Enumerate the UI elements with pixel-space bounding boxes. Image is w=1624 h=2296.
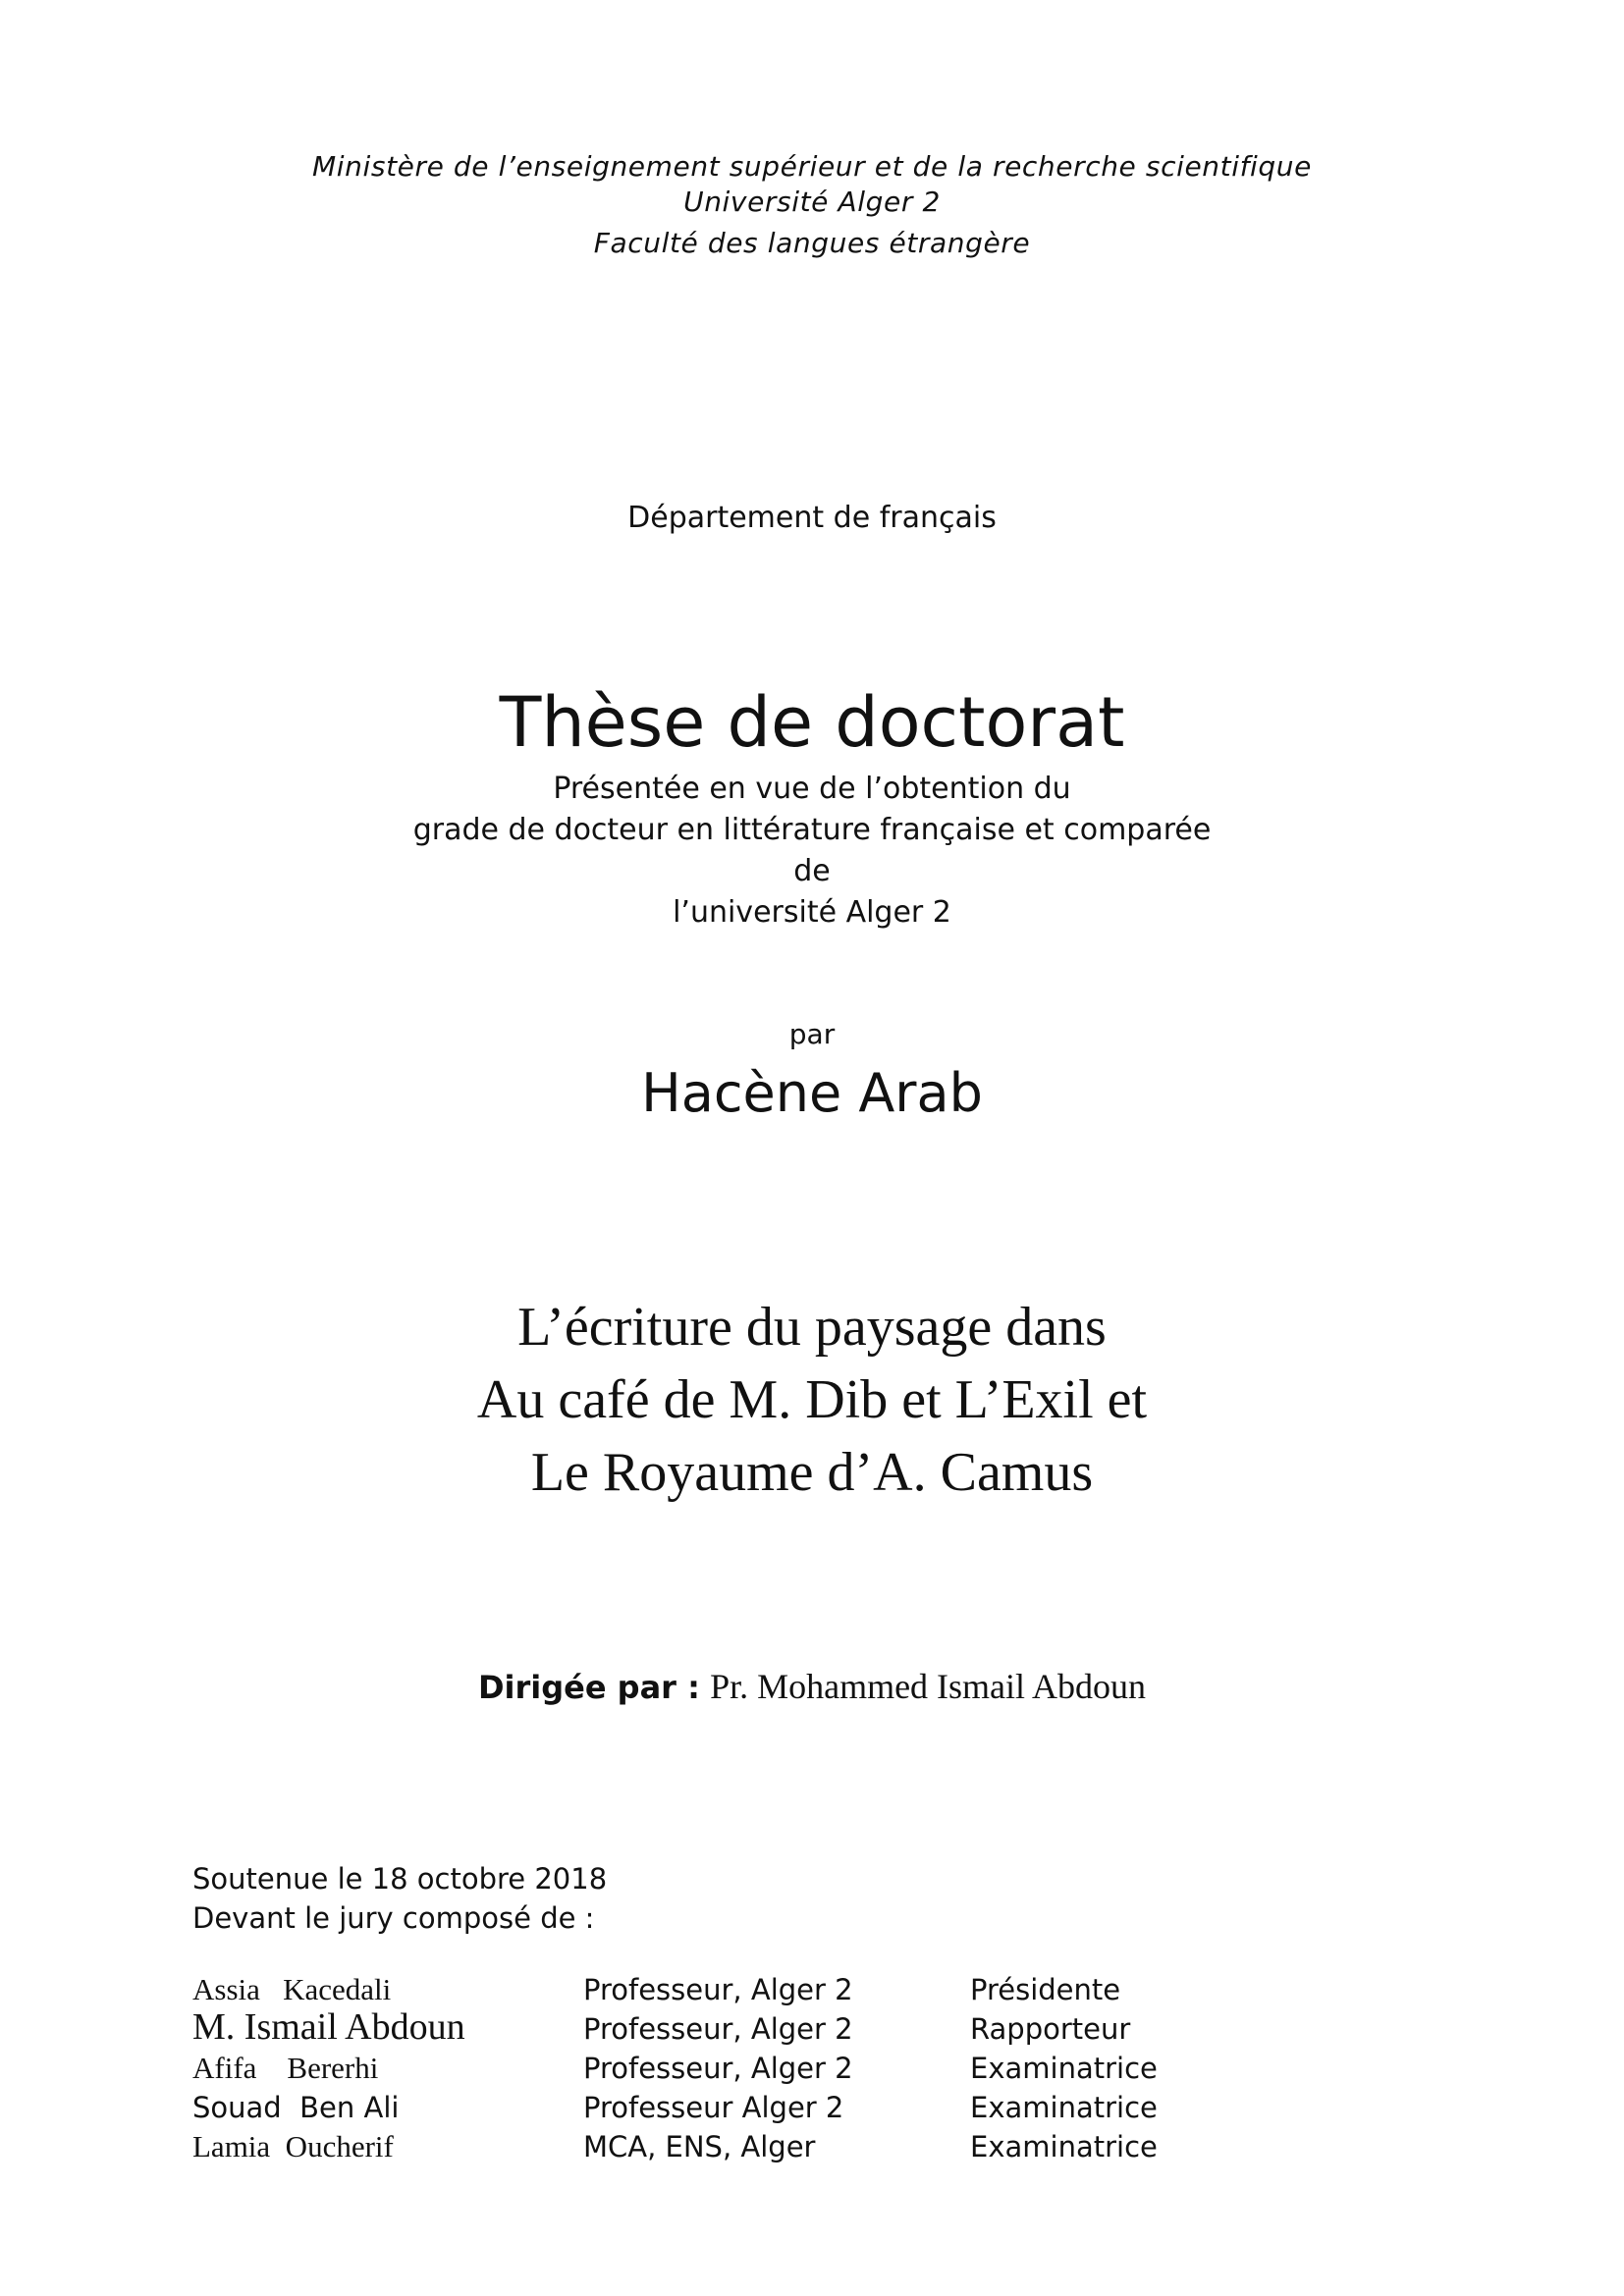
jury-member-rank: MCA, ENS, Alger: [583, 2130, 816, 2163]
jury-member-name: Lamia Oucherif: [192, 2129, 394, 2163]
jury-member-rank: Professeur, Alger 2: [583, 1973, 853, 2006]
thesis-subtitle-1: Présentée en vue de l’obtention du: [553, 772, 1071, 806]
department: Département de français: [627, 501, 997, 535]
work-title-line-1: L’écriture du paysage dans: [517, 1297, 1107, 1358]
jury-member-name: Souad Ben Ali: [192, 2091, 400, 2124]
author-par: par: [788, 1018, 836, 1050]
jury-member-rank: Professeur Alger 2: [583, 2091, 844, 2124]
jury-member-rank: Professeur, Alger 2: [583, 2052, 853, 2085]
jury-member-name: M. Ismail Abdoun: [192, 2006, 465, 2048]
jury-member-rank: Professeur, Alger 2: [583, 2012, 853, 2046]
jury-member-role: Examinatrice: [970, 2091, 1158, 2124]
work-title-line-3: Le Royaume d’A. Camus: [530, 1442, 1094, 1503]
thesis-subtitle-4: l’université Alger 2: [673, 895, 951, 930]
jury-row: [0, 2050, 1624, 2087]
jury-row: [0, 1971, 1624, 2008]
jury-member-role: Examinatrice: [970, 2052, 1158, 2085]
thesis-subtitle-3: de: [793, 854, 831, 888]
jury-member-role: Examinatrice: [970, 2130, 1158, 2163]
university-line: Université Alger 2: [683, 186, 941, 218]
work-title-line-2: Au café de M. Dib et L’Exil et: [476, 1369, 1148, 1430]
jury-member-name: Assia Kacedali: [192, 1972, 392, 2006]
thesis-title: Thèse de doctorat: [499, 682, 1125, 763]
jury-member-name: Afifa Bererhi: [192, 2051, 379, 2085]
author-name: Hacène Arab: [641, 1062, 983, 1124]
jury-row: [0, 2089, 1624, 2126]
defense-date: Soutenue le 18 octobre 2018: [192, 1862, 608, 1896]
jury-row: [0, 2128, 1624, 2165]
ministry-line: Ministère de l’enseignement supérieur et de la recherche scientifique: [312, 150, 1312, 183]
director: [0, 1665, 1624, 1709]
jury-member-role: Rapporteur: [970, 2012, 1131, 2046]
director-label: Dirigée par :: [477, 1669, 700, 1706]
jury-intro: Devant le jury composé de :: [192, 1901, 595, 1935]
director-name: Pr. Mohammed Ismail Abdoun: [710, 1667, 1147, 1706]
thesis-subtitle-2: grade de docteur en littérature française et comparée: [412, 813, 1212, 847]
jury-member-role: Présidente: [970, 1973, 1121, 2006]
jury-row: [0, 2006, 1624, 2048]
faculty-line: Faculté des langues étrangère: [593, 227, 1031, 259]
